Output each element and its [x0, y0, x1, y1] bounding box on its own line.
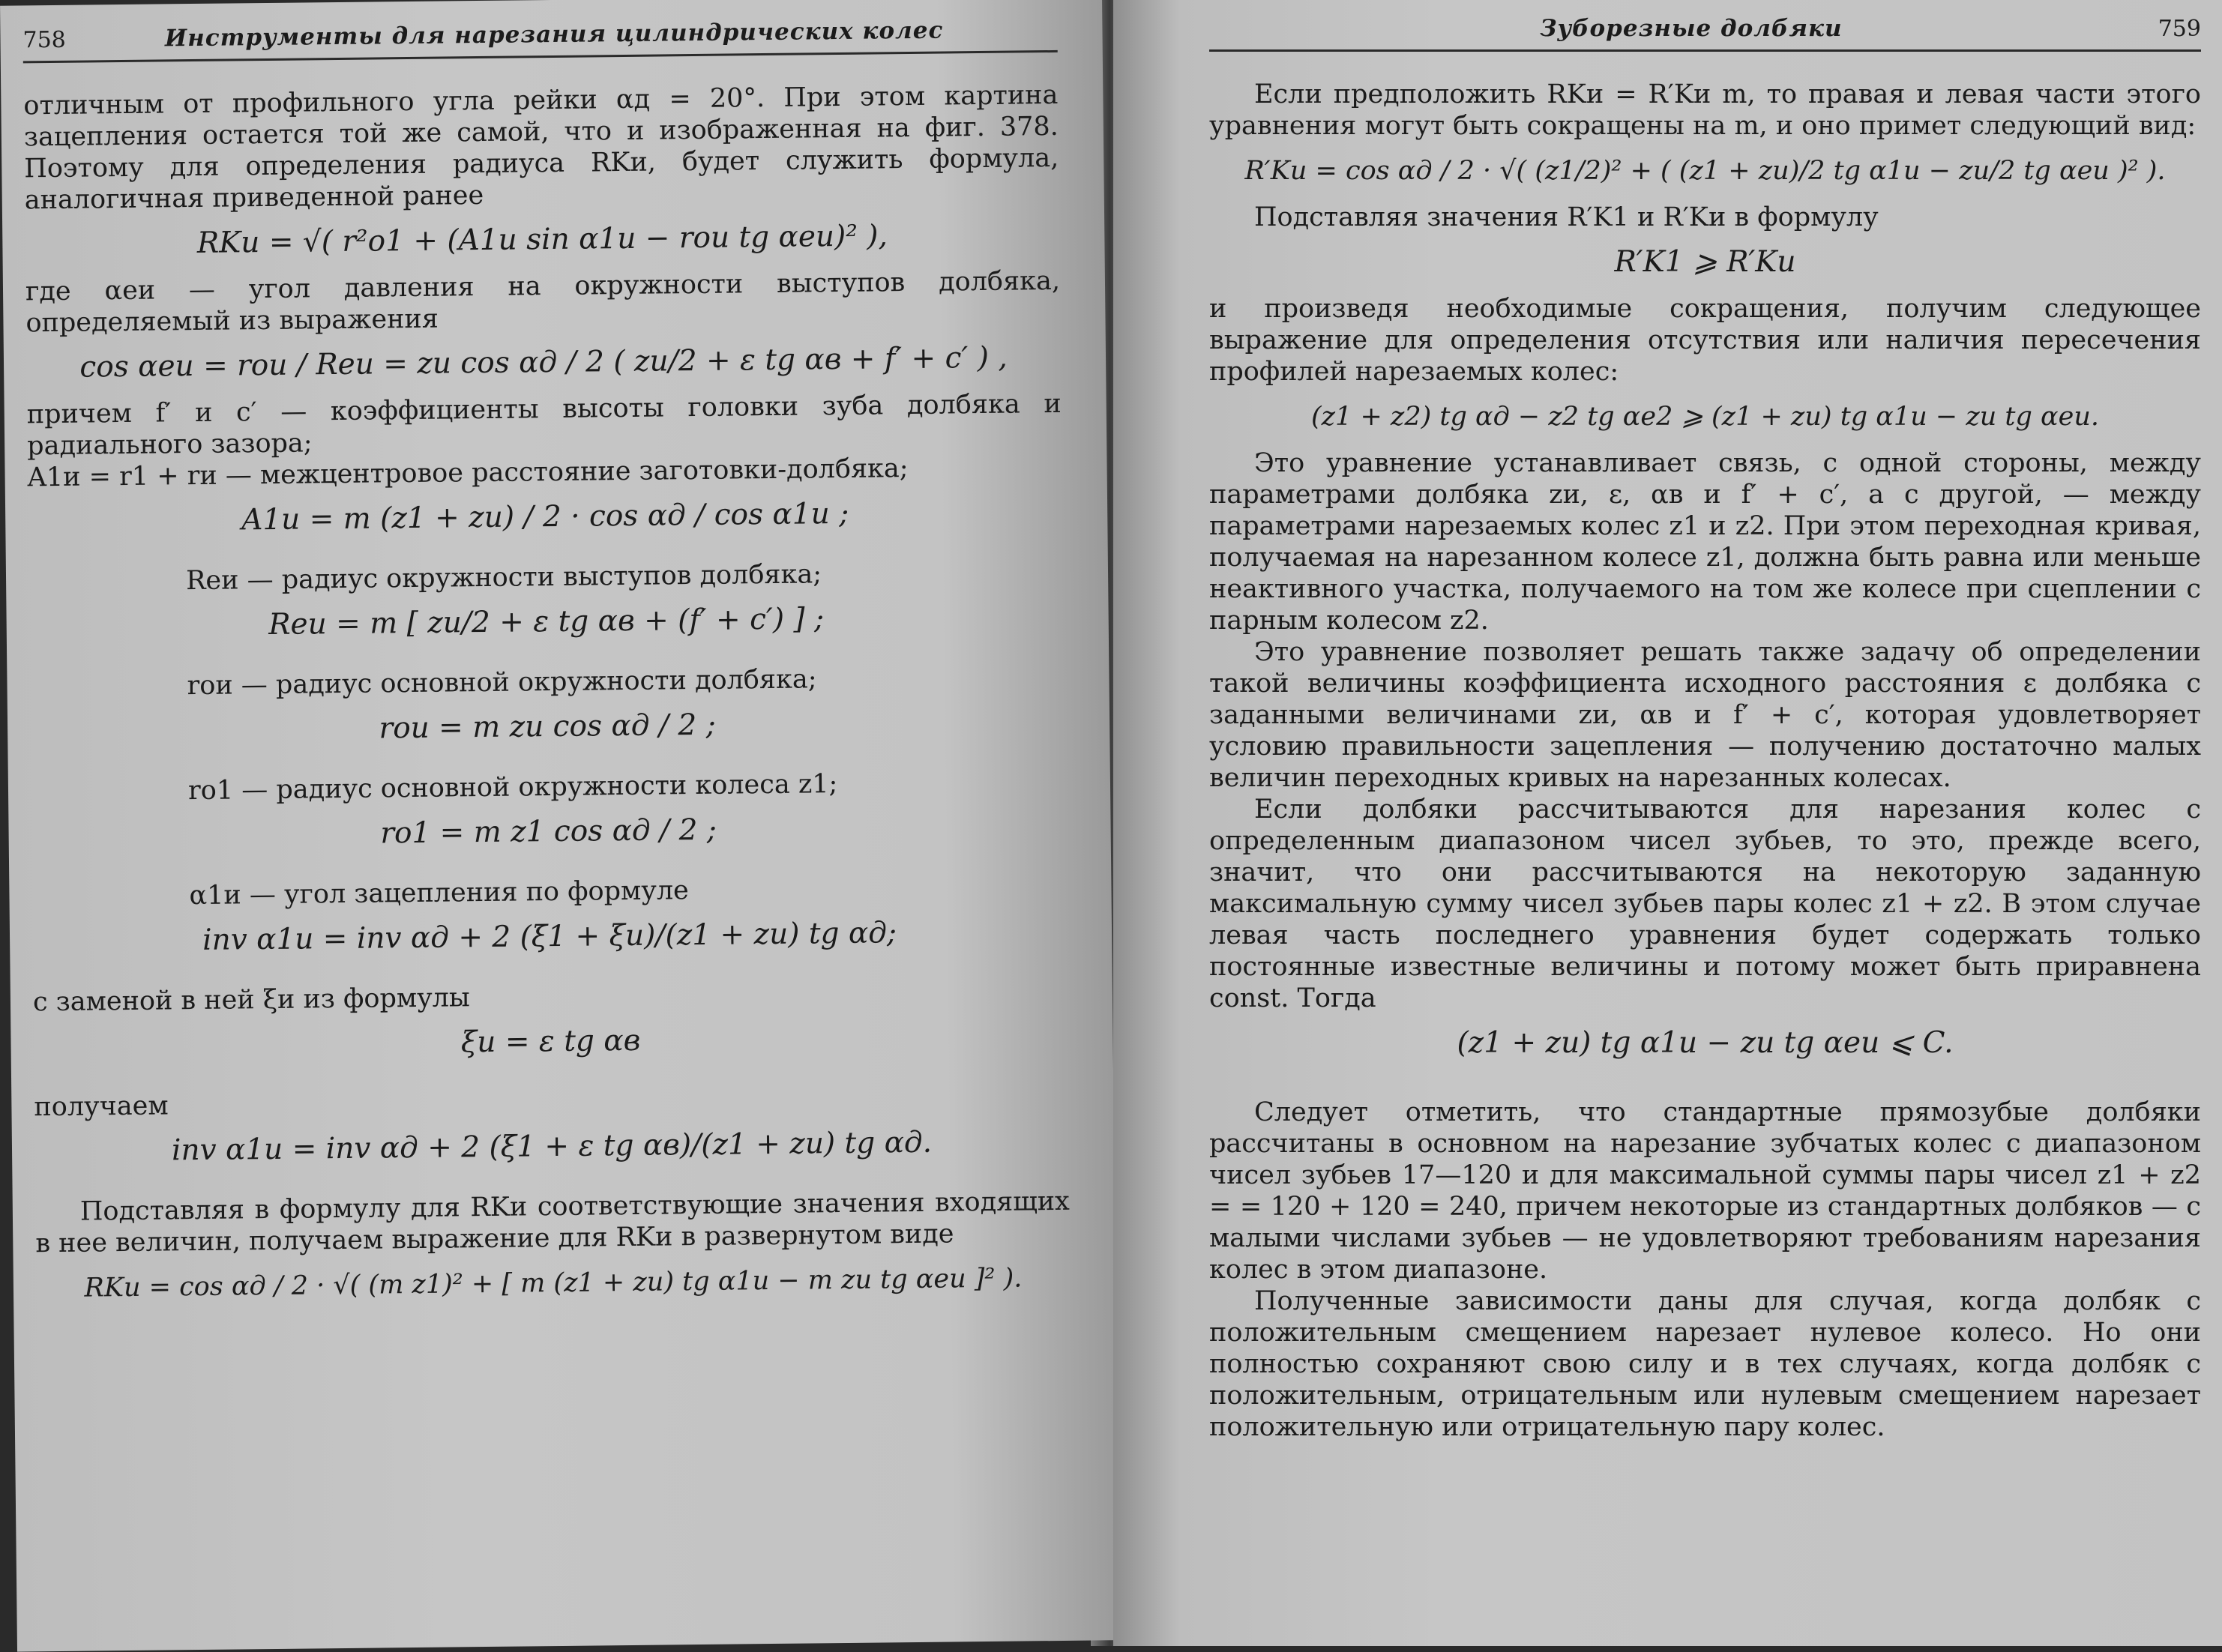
left-eq-6: rо1 = m z1 cos αд / 2 ; [380, 813, 717, 851]
left-running-head [22, 16, 1057, 63]
left-eq-1: RKи = √( r²о1 + (A1и sin α1и − rои tg αеи)² ), [196, 219, 888, 260]
left-where-line: где αеи — угол давления на окружности выступов долбяка, определяемый из выражения [25, 265, 1061, 339]
left-obtain: получаем [34, 1091, 169, 1123]
left-def-f-c: причем f′ и c′ — коэффициенты высоты головки зуба долбяка и радиального зазора; [26, 388, 1062, 462]
left-page-number: 758 [22, 26, 66, 54]
right-running-title: Зуборезные долбяки [1540, 15, 1843, 42]
right-par-4: Это уравнение устанавливает связь, с одной стороны, между параметрами долбяка zи, ε, αв и f′ + c′, а с другой, — между параметрами нарезаемых колес z1 и z2. При этом переходная кривая, получаемая на нарезанном колесе z1, должна быть равна или меньше неактивного участка, получаемого на том же колесе при сцеплении с парным колесом z2. [1209, 448, 2201, 636]
left-eq-3: A1и = m (z1 + zи) / 2 · cos αд / cos α1и ; [241, 496, 849, 537]
right-eq-4: (z1 + zи) tg α1и − zи tg αеи ⩽ C. [1457, 1026, 1954, 1060]
right-par-7: Следует отметить, что стандартные прямозубые долбяки рассчитаны в основном на нарезание зубчатых колес с диапазоном чисел зубьев 17—120 и для максимальной суммы пары чисел z1 + z2 = = 120 + 120 = 240, причем некоторые из стандартных долбяков — с малыми числами зубьев — не удовлетворяют требованиям нарезания колес в этом диапазоне. [1209, 1097, 2201, 1285]
right-running-head [1209, 15, 2201, 52]
left-running-title: Инструменты для нарезания цилиндрических колес [164, 16, 944, 52]
left-def-R: Rеи — радиус окружности выступов долбяка; [185, 559, 822, 597]
right-par-6: Если долбяки рассчитываются для нарезания колес с определенным диапазоном чисел зубьев, то это, прежде всего, значит, что они рассчитываются на некоторую заданную максимальную сумму чисел зубьев пары колес z1 + z2. В этом случае левая часть последнего уравнения будет содержать только постоянные известные величины и потому может быть приравнена const. Тогда [1209, 795, 2201, 1013]
right-par-8: Полученные зависимости даны для случая, когда долбяк с положительным смещением нарезает нулевое колесо. Но они полностью сохраняют свою силу и в тех случаях, когда долбяк с положительным, отрицательным или нулевым смещением нарезает положительную или отрицательную пару колес. [1209, 1286, 2201, 1442]
left-eq-8: ξи = ε tg αв [460, 1023, 641, 1060]
left-def-A: A1и = r1 + rи — межцентровое расстояние заготовки-долбяка; [27, 453, 909, 493]
right-par-2: Подставляя значения R′K1 и R′Kи в формулу [1254, 202, 1879, 232]
right-eq-3: (z1 + z2) tg αд − z2 tg αе2 ⩾ (z1 + zи) tg α1и − zи tg αеи. [1310, 402, 2100, 432]
left-final-paragraph: Подставляя в формулу для RKи соответствующие значения входящих в нее величин, получаем выражение для RKи в развернутом виде [35, 1186, 1071, 1259]
right-eq-2: R′K1 ⩾ R′Kи [1614, 245, 1796, 279]
left-def-rou: rои — радиус основной окружности долбяка; [187, 664, 817, 702]
right-par-5: Это уравнение позволяет решать также задачу об определении такой величины коэффициента исходного расстояния ε долбяка с заданными величинами zи, αв и f′ + c′, которая удовлетворяет условию правильности зацепления — получению достаточно малых величин переходных кривых на нарезанных колесах. [1209, 637, 2201, 793]
right-par-3: и произведя необходимые сокращения, получим следующее выражение для определения отсутствия или наличия пересечения профилей нарезаемых колес: [1209, 294, 2201, 387]
right-eq-1: R′Kи = cos αд / 2 · √( (z1/2)² + ( (z1 + zи)/2 tg α1и − zи/2 tg αеи )² ). [1244, 156, 2166, 186]
left-eq-4: Rеи = m [ zи/2 + ε tg αв + (f′ + c′) ] ; [268, 602, 825, 642]
left-def-alpha: α1и — угол зацепления по формуле [189, 875, 689, 911]
left-eq-5: rои = m zи cos αд / 2 ; [379, 708, 716, 746]
left-eq-2: cos αеи = rои / Rеи = zи cos αд / 2 ( zи/2 + ε tg αв + f′ + c′ ) , [79, 340, 1008, 385]
right-page-number: 759 [2158, 16, 2201, 42]
left-replace-line: с заменой в ней ξи из формулы [32, 983, 471, 1018]
left-def-ro1: rо1 — радиус основной окружности колеса z1; [187, 769, 838, 807]
left-eq-7: inv α1и = inv αд + 2 (ξ1 + ξи)/(z1 + zи) tg αд; [202, 916, 897, 957]
left-eq-10: RKи = cos αд / 2 · √( (m z1)² + [ m (z1 + zи) tg α1и − m zи tg αеи ]² ). [84, 1263, 1023, 1303]
right-par-1: Если предположить RKи = R′Kи m, то правая и левая части этого уравнения могут быть сокращены на m, и оно примет следующий вид: [1209, 79, 2201, 141]
left-eq-9: inv α1и = inv αд + 2 (ξ1 + ε tg αв)/(z1 + zи) tg αд. [171, 1125, 933, 1168]
right-page [1113, 0, 2222, 1646]
left-intro: отличным от профильного угла рейки αд = 20°. При этом картина зацепления остается той же самой, что и изображенная на фиг. 378. Поэтому для определения радиуса RKи, будет служить формула, аналогичная приведенной ранее [23, 79, 1059, 216]
